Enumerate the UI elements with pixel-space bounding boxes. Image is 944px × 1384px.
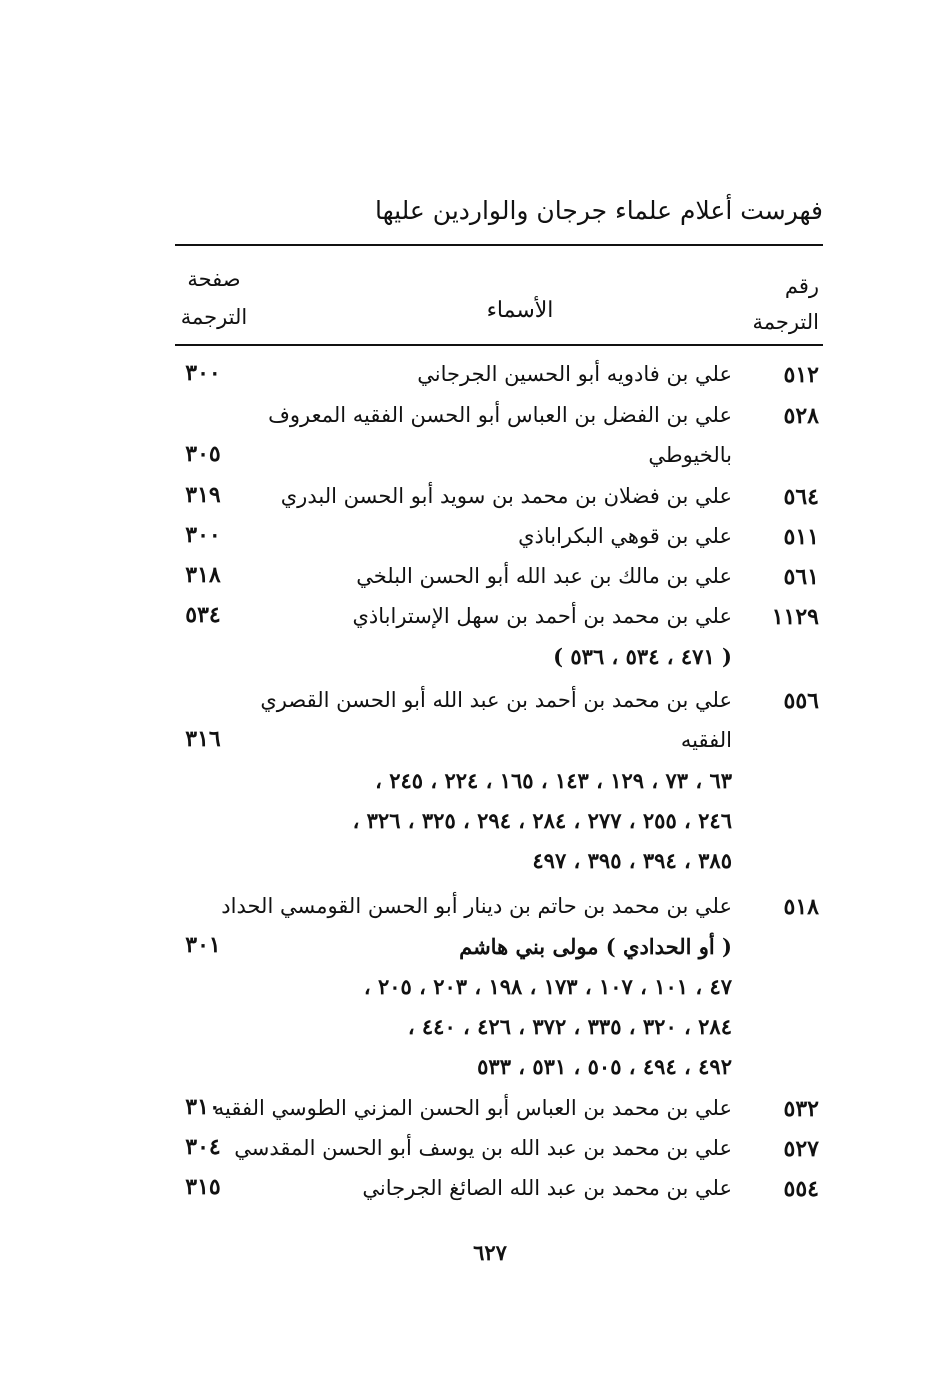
entry-number: ٥٢٧ bbox=[783, 1136, 819, 1162]
entry-name: علي بن فادويه أبو الحسين الجرجاني bbox=[417, 362, 732, 386]
header-page-line1: صفحة bbox=[187, 267, 241, 291]
header-num-line2: الترجمة bbox=[752, 310, 819, 334]
entry-number: ٥١١ bbox=[783, 524, 819, 550]
header-page-line2: الترجمة bbox=[180, 305, 248, 329]
entry-number: ٥١٢ bbox=[783, 362, 819, 388]
entry-continuation: بالخيوطي bbox=[648, 443, 732, 467]
entry-page: ٣٠١ bbox=[185, 932, 221, 958]
entry-continuation: ( ٤٧١ ، ٥٣٤ ، ٥٣٦ ) bbox=[553, 644, 732, 669]
entry-page: ٣١٠ bbox=[185, 1094, 221, 1120]
entry-name: علي بن فضلان بن محمد بن سويد أبو الحسن البدري bbox=[280, 484, 732, 508]
entry-number: ٥١٨ bbox=[783, 894, 819, 920]
entry-continuation: ٣٨٥ ، ٣٩٤ ، ٣٩٥ ، ٤٩٧ bbox=[532, 848, 732, 873]
entry-number: ٥٦١ bbox=[783, 564, 819, 590]
entry-continuation: ( أو الحدادي ) مولى بني هاشم bbox=[459, 934, 732, 959]
entry-continuation: ٤٩٢ ، ٤٩٤ ، ٥٠٥ ، ٥٣١ ، ٥٣٣ bbox=[477, 1054, 732, 1079]
entry-page: ٥٣٤ bbox=[185, 602, 221, 628]
entry-number: ٥٦٤ bbox=[783, 484, 819, 510]
entry-continuation: ٢٨٤ ، ٣٢٠ ، ٣٣٥ ، ٣٧٢ ، ٤٢٦ ، ٤٤٠ ، bbox=[407, 1014, 732, 1039]
entry-number: ١١٢٩ bbox=[771, 604, 819, 630]
entry-number: ٥٢٨ bbox=[783, 403, 819, 429]
entry-page: ٣١٩ bbox=[185, 482, 221, 508]
header-names: الأسماء bbox=[486, 298, 554, 323]
entry-number: ٥٥٤ bbox=[783, 1176, 819, 1202]
entry-page: ٣٠٠ bbox=[185, 522, 221, 548]
header-num-line1: رقم bbox=[784, 274, 819, 298]
entry-page: ٣١٦ bbox=[185, 726, 221, 752]
entry-name: علي بن الفضل بن العباس أبو الحسن الفقيه المعروف bbox=[268, 403, 732, 427]
entry-page: ٣١٥ bbox=[185, 1174, 221, 1200]
page-title: فهرست أعلام علماء جرجان والواردين عليها bbox=[374, 196, 823, 225]
entry-continuation: ٤٧ ، ١٠١ ، ١٠٧ ، ١٧٣ ، ١٩٨ ، ٢٠٣ ، ٢٠٥ ، bbox=[363, 974, 732, 999]
entry-name: علي بن محمد بن أحمد بن سهل الإستراباذي bbox=[352, 604, 732, 628]
entry-page: ٣٠٠ bbox=[185, 360, 221, 386]
entry-name: علي بن محمد بن العباس أبو الحسن المزني الطوسي الفقيه bbox=[213, 1096, 732, 1120]
entry-page: ٣٠٥ bbox=[185, 441, 221, 467]
entry-name: علي بن مالك بن عبد الله أبو الحسن البلخي bbox=[356, 564, 732, 588]
entry-page: ٣١٨ bbox=[185, 562, 221, 588]
entry-name: علي بن محمد بن عبد الله بن يوسف أبو الحسن المقدسي bbox=[234, 1136, 732, 1160]
entry-number: ٥٥٦ bbox=[783, 688, 819, 714]
entry-continuation: ٦٣ ، ٧٣ ، ١٢٩ ، ١٤٣ ، ١٦٥ ، ٢٢٤ ، ٢٤٥ ، bbox=[375, 768, 732, 793]
entry-continuation: ٢٤٦ ، ٢٥٥ ، ٢٧٧ ، ٢٨٤ ، ٢٩٤ ، ٣٢٥ ، ٣٢٦ ، bbox=[352, 808, 732, 833]
page-number: ٦٢٧ bbox=[473, 1240, 507, 1265]
entry-name: علي بن قوهي البكراباذي bbox=[518, 524, 732, 548]
entry-name: علي بن محمد بن عبد الله الصائغ الجرجاني bbox=[362, 1176, 732, 1200]
entry-page: ٣٠٤ bbox=[185, 1134, 221, 1160]
entry-name: علي بن محمد بن حاتم بن دينار أبو الحسن القومسي الحداد bbox=[221, 894, 732, 918]
entry-continuation: الفقيه bbox=[680, 728, 732, 752]
entry-name: علي بن محمد بن أحمد بن عبد الله أبو الحسن القصري bbox=[260, 688, 732, 712]
entry-number: ٥٣٢ bbox=[783, 1096, 819, 1122]
